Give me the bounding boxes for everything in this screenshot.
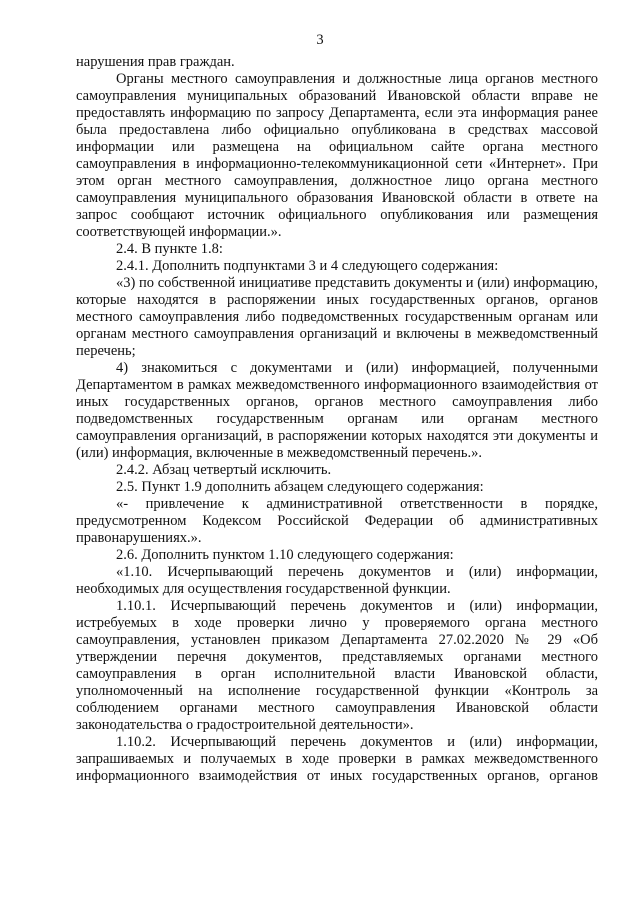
paragraph: «1.10. Исчерпывающий перечень документов и (или) информации, необходимых для осуществления государственной функции. [76,564,598,597]
paragraph: 4) знакомиться с документами и (или) информацией, полученными Департаментом в рамках межведомственного информационного взаимодействия от иных государственных органов, органов местного самоуправления либо подведомственных государственным органам или органам местного самоуправления организаций, в распоряжении которых находятся эти документы и (или) информация, включенные в межведомственный перечень.». [76,360,598,461]
paragraph: 1.10.1. Исчерпывающий перечень документов и (или) информации, истребуемых в ходе проверки лично у проверяемого органа местного самоуправления, установлен приказом Департамента 27.02.2020 № 29 «Об утверждении перечня документов, представляемых органами местного самоуправления в орган исполнительной власти Ивановской области, уполномоченный на исполнение государственной функции «Контроль за соблюдением органами местного самоуправления Ивановской области законодательства о градостроительной деятельности». [76,598,598,733]
document-body [76,54,598,785]
paragraph: 2.4.1. Дополнить подпунктами 3 и 4 следующего содержания: [116,258,499,274]
paragraph: 2.4.2. Абзац четвертый исключить. [116,462,332,478]
paragraph: 2.4. В пункте 1.8: [116,241,223,257]
paragraph: Органы местного самоуправления и должностные лица органов местного самоуправления муниципальных образований Ивановской области вправе не предоставлять информацию по запросу Департамента, если эта информация ранее была предоставлена либо официально опубликована в средствах массовой информации или размещена на официальном сайте органа местного самоуправления в информационно-телекоммуникационной сети «Интернет». При этом орган местного самоуправления, должностное лицо органа местного самоуправления муниципального образования Ивановской области в ответе на запрос сообщают источник официального опубликования или размещения соответствующей информации.». [76,71,598,240]
page-number: 3 [316,32,324,48]
paragraph: «3) по собственной инициативе представить документы и (или) информацию, которые находятся в распоряжении иных государственных органов, органов местного самоуправления либо подведомственных государственным органам или органам местного самоуправления организаций и включены в межведомственный перечень; [76,275,598,359]
paragraph: «- привлечение к административной ответственности в порядке, предусмотренном Кодексом Российской Федерации об административных правонарушениях.». [76,496,598,546]
paragraph: 2.6. Дополнить пунктом 1.10 следующего содержания: [116,547,454,563]
paragraph: 1.10.2. Исчерпывающий перечень документов и (или) информации, запрашиваемых и получаемых в ходе проверки в рамках межведомственного информационного взаимодействия от иных государственных органов, органов [76,734,598,784]
paragraph: 2.5. Пункт 1.9 дополнить абзацем следующего содержания: [116,479,484,495]
paragraph: нарушения прав граждан. [76,54,235,70]
